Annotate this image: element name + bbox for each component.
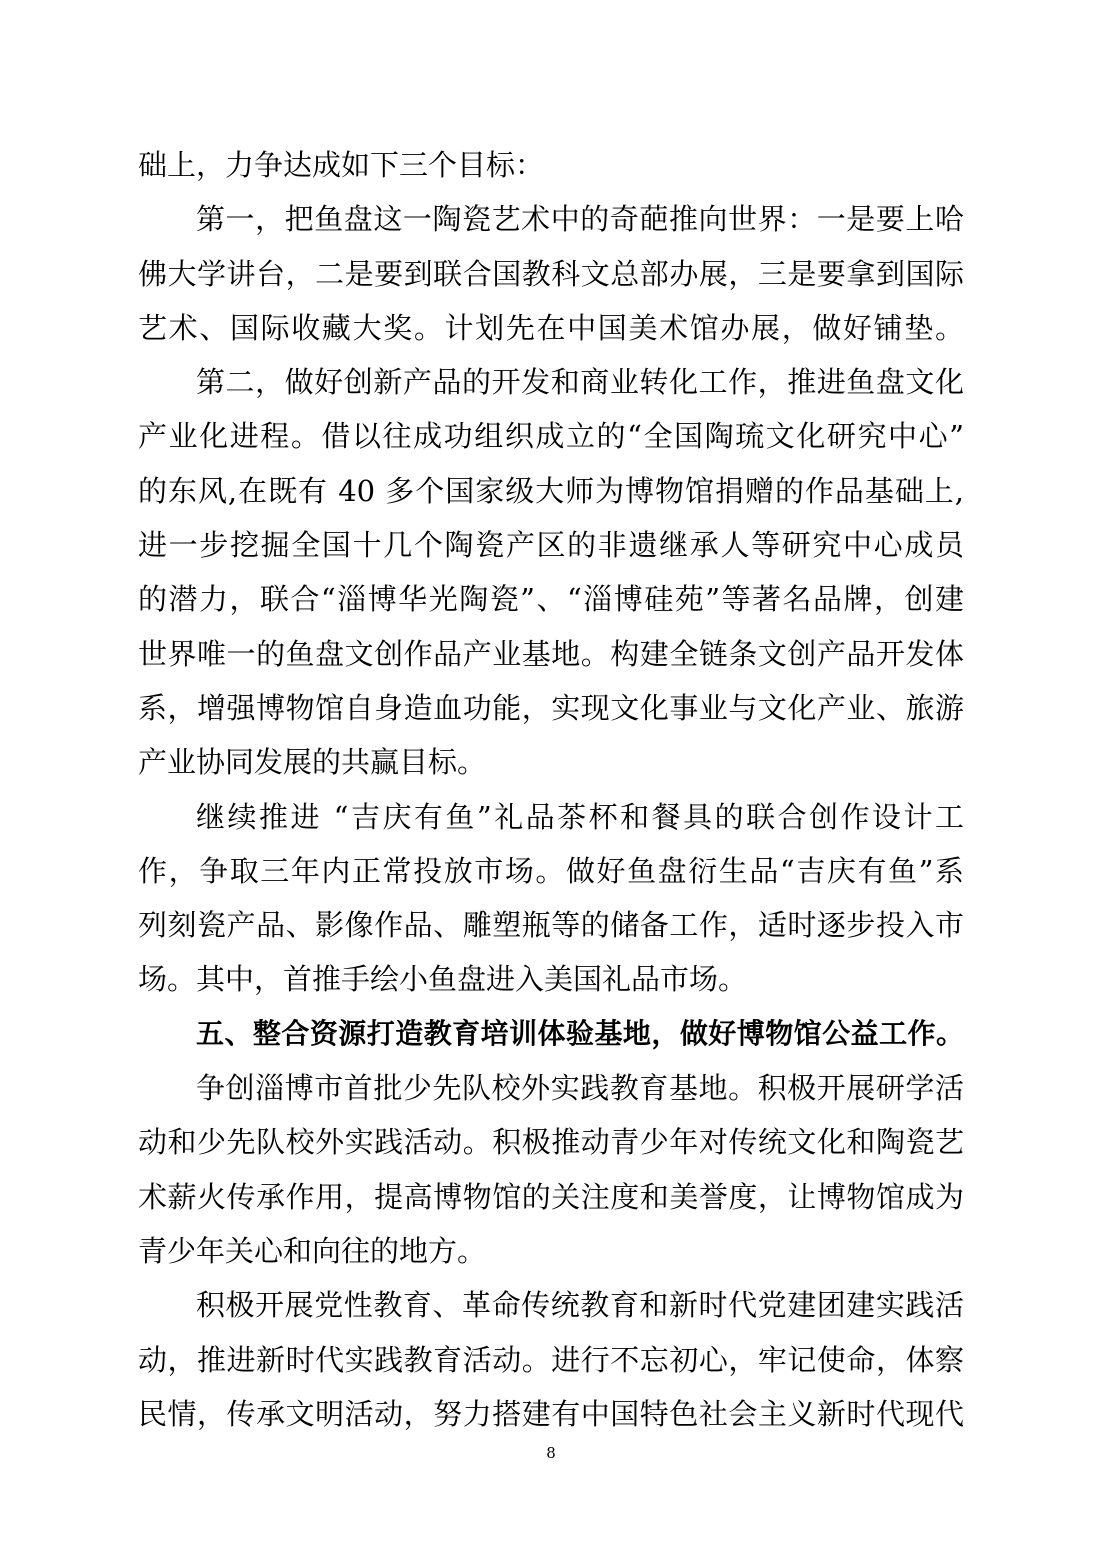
text-line: 第一，把鱼盘这一陶瓷艺术中的奇葩推向世界：一是要上哈 — [196, 202, 964, 237]
text-line: 艺术、国际收藏大奖。计划先在中国美术馆办展，做好铺垫。 — [138, 310, 964, 345]
text-line: 系，增强博物馆自身造血功能，实现文化事业与文化产业、旅游 — [138, 690, 964, 725]
text-line: 场。其中，首推手绘小鱼盘进入美国礼品市场。 — [138, 962, 748, 997]
text-line: 青少年关心和向往的地方。 — [138, 1233, 487, 1268]
text-line: 第二，做好创新产品的开发和商业转化工作，推进鱼盘文化 — [196, 365, 964, 400]
text-line: 产业化进程。借以往成功组织成立的“全国陶琉文化研究中心” — [138, 419, 964, 454]
text-line: 世界唯一的鱼盘文创作品产业基地。构建全链条文创产品开发体 — [138, 636, 964, 671]
text-line: 产业协同发展的共赢目标。 — [138, 745, 487, 780]
section-heading: 五、整合资源打造教育培训体验基地，做好博物馆公益工作。 — [196, 1016, 964, 1050]
document-body — [138, 138, 964, 1441]
text-line: 继续推进 “吉庆有鱼”礼品茶杯和餐具的联合创作设计工 — [196, 799, 964, 834]
text-line: 积极开展党性教育、革命传统教育和新时代党建团建实践活 — [196, 1288, 964, 1323]
text-line: 动，推进新时代实践教育活动。进行不忘初心，牢记使命，体察 — [138, 1342, 964, 1377]
text-line: 争创淄博市首批少先队校外实践教育基地。积极开展研学活 — [196, 1071, 964, 1106]
text-line: 民情，传承文明活动，努力搭建有中国特色社会主义新时代现代 — [138, 1396, 964, 1431]
text-line: 列刻瓷产品、影像作品、雕塑瓶等的储备工作，适时逐步投入市 — [138, 908, 964, 943]
text-line: 础上，力争达成如下三个目标： — [138, 148, 545, 182]
text-line: 动和少先队校外实践活动。积极推动青少年对传统文化和陶瓷艺 — [138, 1125, 964, 1160]
text-line: 的潜力，联合“淄博华光陶瓷”、“淄博硅苑”等著名品牌，创建 — [138, 582, 964, 617]
text-line: 术薪火传承作用，提高博物馆的关注度和美誉度，让博物馆成为 — [138, 1179, 964, 1214]
text-line: 进一步挖掘全国十几个陶瓷产区的非遗继承人等研究中心成员 — [138, 528, 964, 563]
text-line: 作，争取三年内正常投放市场。做好鱼盘衍生品“吉庆有鱼”系 — [138, 853, 964, 888]
text-line: 佛大学讲台，二是要到联合国教科文总部办展，三是要拿到国际 — [138, 256, 964, 291]
text-line: 的东风,在既有 40 多个国家级大师为博物馆捐赠的作品基础上, — [138, 473, 964, 508]
page-number: 8 — [546, 1444, 556, 1462]
